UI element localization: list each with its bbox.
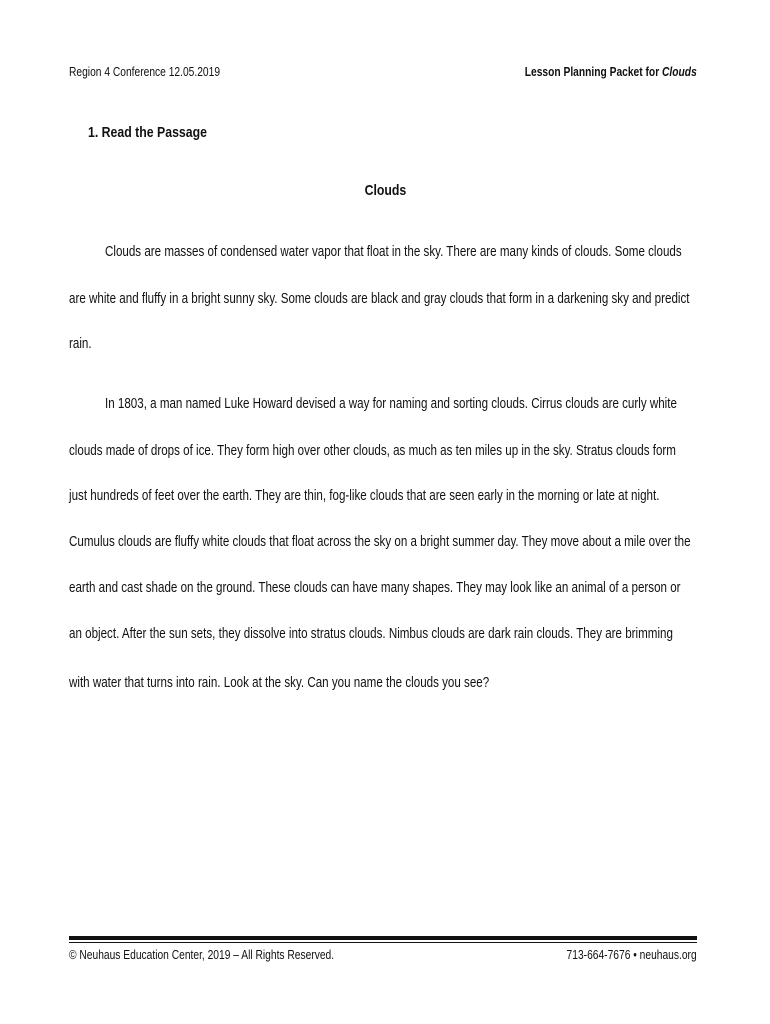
passage-title-text: Clouds xyxy=(364,182,406,199)
paragraph1-line: rain. xyxy=(69,336,92,352)
paragraph2-line: an object. After the sun sets, they dissolve into stratus clouds. Nimbus clouds are dark rain clouds. They are brimming xyxy=(69,626,673,642)
header-packet-prefix: Lesson Planning Packet for xyxy=(524,65,663,79)
footer-copyright: © Neuhaus Education Center, 2019 – All Rights Reserved. xyxy=(69,948,335,962)
header-packet-topic: Clouds xyxy=(662,65,697,79)
paragraph1-line: are white and fluffy in a bright sunny sky. Some clouds are black and gray clouds that form in a darkening sky and predict xyxy=(69,291,690,307)
footer-contact: 713-664-7676 • neuhaus.org xyxy=(566,948,697,962)
paragraph2-line: In 1803, a man named Luke Howard devised a way for naming and sorting clouds. Cirrus clouds are curly white xyxy=(105,396,677,412)
header-packet-title xyxy=(525,65,697,79)
section-heading: 1. Read the Passage xyxy=(88,124,207,141)
footer-rule-thin xyxy=(69,942,697,943)
paragraph2-line: with water that turns into rain. Look at the sky. Can you name the clouds you see? xyxy=(69,675,490,691)
paragraph2-line: Cumulus clouds are fluffy white clouds that float across the sky on a bright summer day. They move about a mile over the xyxy=(69,534,691,550)
footer-rule xyxy=(69,936,697,940)
paragraph2-line: clouds made of drops of ice. They form high over other clouds, as much as ten miles up in the sky. Stratus clouds form xyxy=(69,443,676,459)
paragraph2-line: just hundreds of feet over the earth. They are thin, fog-like clouds that are seen early in the morning or late at night. xyxy=(69,488,660,504)
paragraph1-line: Clouds are masses of condensed water vapor that float in the sky. There are many kinds of clouds. Some clouds xyxy=(105,244,682,260)
header-conference: Region 4 Conference 12.05.2019 xyxy=(69,65,221,79)
paragraph2-line: earth and cast shade on the ground. These clouds can have many shapes. They may look like an animal of a person or xyxy=(69,580,681,596)
passage-title xyxy=(0,182,770,199)
